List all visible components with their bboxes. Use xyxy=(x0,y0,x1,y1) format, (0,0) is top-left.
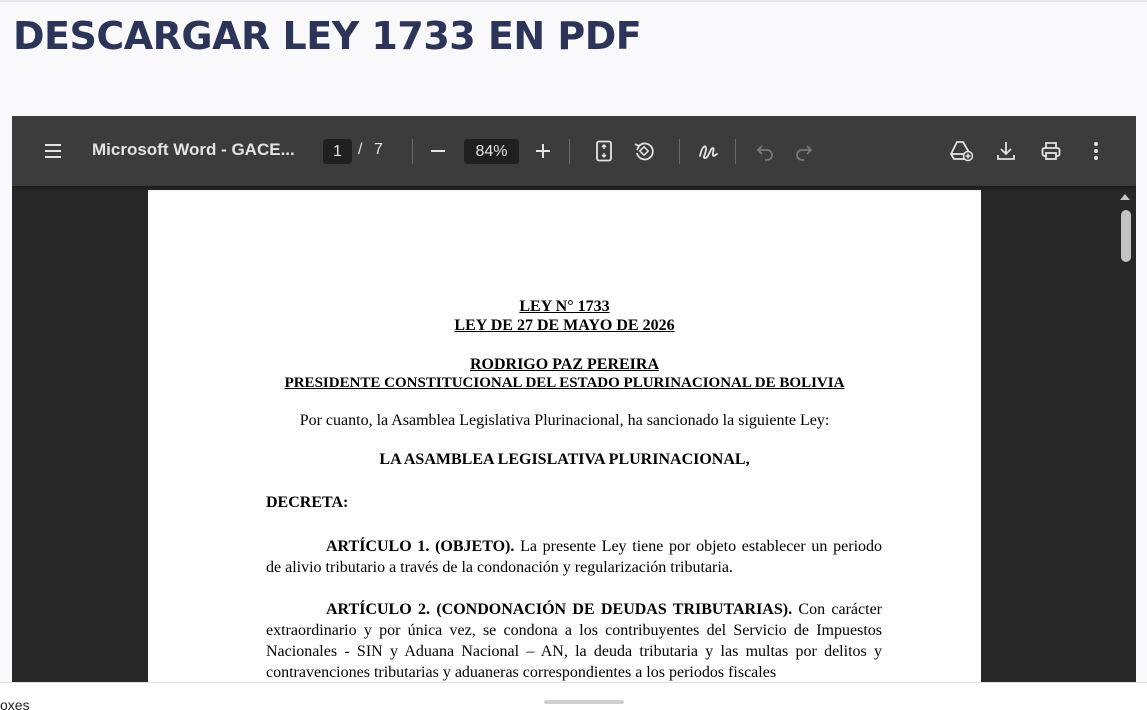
vertical-scrollbar[interactable] xyxy=(1116,186,1136,686)
page-total: 7 xyxy=(374,141,383,158)
zoom-out-button[interactable] xyxy=(421,134,455,168)
print-icon xyxy=(1040,140,1062,162)
draw-icon xyxy=(697,140,719,162)
fit-page-button[interactable] xyxy=(587,134,621,168)
plus-icon xyxy=(534,142,552,160)
zoom-input[interactable]: 84% xyxy=(464,139,519,164)
law-date: LEY DE 27 DE MAYO DE 2026 xyxy=(454,317,675,334)
bottom-bar xyxy=(0,682,1147,710)
article-2-text: Con carácter extraordinario y por única vez, se condona a los contribuyentes del Servicio de Impuestos Nacionales - SIN y Aduana Nacional – AN, la deuda tributaria y las multas por delitos y contravenciones tributarias y aduaneras correspondientes a los periodos fiscales xyxy=(266,601,883,681)
rotate-icon xyxy=(633,140,655,162)
draw-button[interactable] xyxy=(691,134,725,168)
page-separator: / xyxy=(358,141,363,158)
download-button[interactable] xyxy=(989,134,1023,168)
toolbar-divider xyxy=(679,139,680,164)
toolbar-divider xyxy=(735,139,736,164)
toolbar-divider xyxy=(569,139,570,164)
undo-button[interactable] xyxy=(748,134,782,168)
drag-handle[interactable] xyxy=(544,700,624,704)
bottom-truncated-text: oxes xyxy=(0,697,30,710)
more-vertical-icon xyxy=(1093,141,1099,161)
toolbar-divider xyxy=(412,139,413,164)
pdf-viewer xyxy=(12,116,1136,686)
add-to-drive-button[interactable] xyxy=(944,134,978,168)
add-to-drive-icon xyxy=(949,140,973,162)
preamble: Por cuanto, la Asamblea Legislativa Plurinacional, ha sancionado la siguiente Ley: xyxy=(299,412,830,429)
rotate-button[interactable] xyxy=(627,134,661,168)
more-options-button[interactable] xyxy=(1079,134,1113,168)
assembly-heading: LA ASAMBLEA LEGISLATIVA PLURINACIONAL, xyxy=(379,451,750,468)
article-1-heading: ARTÍCULO 1. (OBJETO). xyxy=(326,538,515,555)
scroll-thumb[interactable] xyxy=(1121,210,1131,262)
page-title: DESCARGAR LEY 1733 EN PDF xyxy=(13,14,642,58)
redo-button[interactable] xyxy=(787,134,821,168)
minus-icon xyxy=(429,142,447,160)
pdf-toolbar xyxy=(12,116,1136,186)
fit-page-icon xyxy=(594,140,614,162)
page-number-input[interactable]: 1 xyxy=(323,139,352,164)
article-2 xyxy=(266,599,882,683)
scroll-up-arrow-icon[interactable] xyxy=(1117,190,1133,202)
redo-icon xyxy=(794,141,814,161)
pdf-page xyxy=(148,190,981,686)
article-1 xyxy=(266,536,882,578)
president-title: PRESIDENTE CONSTITUCIONAL DEL ESTADO PLURINACIONAL DE BOLIVIA xyxy=(284,375,845,391)
download-icon xyxy=(995,140,1017,162)
print-button[interactable] xyxy=(1034,134,1068,168)
top-border xyxy=(0,0,1147,2)
decreta-heading: DECRETA: xyxy=(266,494,349,511)
document-title: Microsoft Word - GACE... xyxy=(92,140,295,159)
president-name: RODRIGO PAZ PEREIRA xyxy=(469,356,660,373)
hamburger-menu-icon xyxy=(43,141,63,161)
article-1-text: La presente Ley tiene por objeto establecer un periodo de alivio tributario a través de la condonación y regularización tributaria. xyxy=(266,538,883,576)
undo-icon xyxy=(755,141,775,161)
menu-button[interactable] xyxy=(36,134,70,168)
article-2-heading: ARTÍCULO 2. (CONDONACIÓN DE DEUDAS TRIBUTARIAS). xyxy=(326,601,793,618)
zoom-in-button[interactable] xyxy=(526,134,560,168)
law-number: LEY N° 1733 xyxy=(519,298,610,315)
